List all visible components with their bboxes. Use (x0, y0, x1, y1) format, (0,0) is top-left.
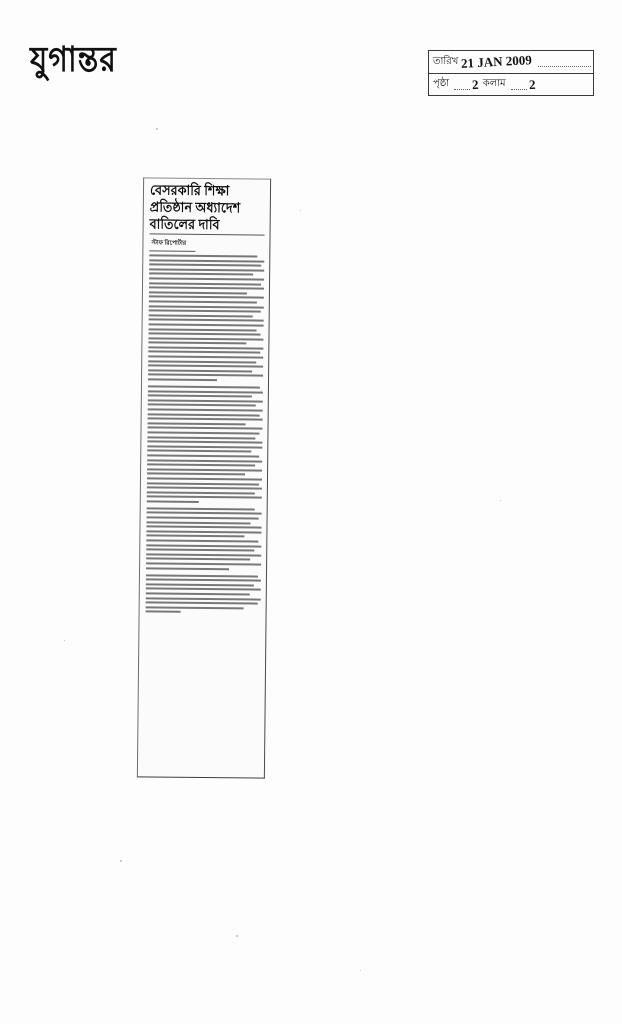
clipping-paragraph (148, 254, 264, 381)
stamp-dots (538, 65, 591, 67)
stamp-page-row (428, 73, 594, 96)
byline-divider (149, 250, 195, 251)
clipping-paragraph (146, 574, 261, 614)
stamp-dots (454, 88, 470, 90)
clipping-headline-line-3: বাতিলের দাবি (149, 216, 220, 233)
stamp-date-row (428, 50, 594, 73)
archive-date-stamp (428, 50, 594, 96)
clipping-byline: স্টাফ রিপোর্টার (151, 240, 187, 247)
newspaper-clipping (137, 177, 271, 778)
scan-speck (156, 128, 158, 130)
clipping-paragraph (147, 385, 263, 503)
scan-speck (120, 860, 122, 862)
clipping-headline-line-2: প্রতিষ্ঠান অধ্যাদেশ (149, 199, 241, 216)
scan-speck (64, 640, 65, 641)
stamp-column-value: 2 (528, 76, 536, 92)
headline-divider (150, 233, 265, 235)
clipping-headline-line-1: বেসরকারি শিক্ষা (149, 182, 230, 199)
stamp-page-value: 2 (471, 76, 480, 92)
scan-speck (300, 210, 301, 211)
stamp-dots (511, 88, 527, 90)
scan-speck (236, 935, 238, 937)
stamp-page-label: পৃষ্ঠা (433, 78, 450, 89)
clipping-paragraph (146, 507, 262, 570)
scan-speck (500, 500, 501, 501)
scan-speck (360, 970, 361, 971)
stamp-column-label: কলাম (482, 78, 506, 89)
stamp-date-label: তারিখ (433, 55, 459, 67)
newspaper-masthead: যুগান্তর (30, 41, 117, 80)
stamp-date-value: 21 JAN 2009 (460, 52, 533, 71)
